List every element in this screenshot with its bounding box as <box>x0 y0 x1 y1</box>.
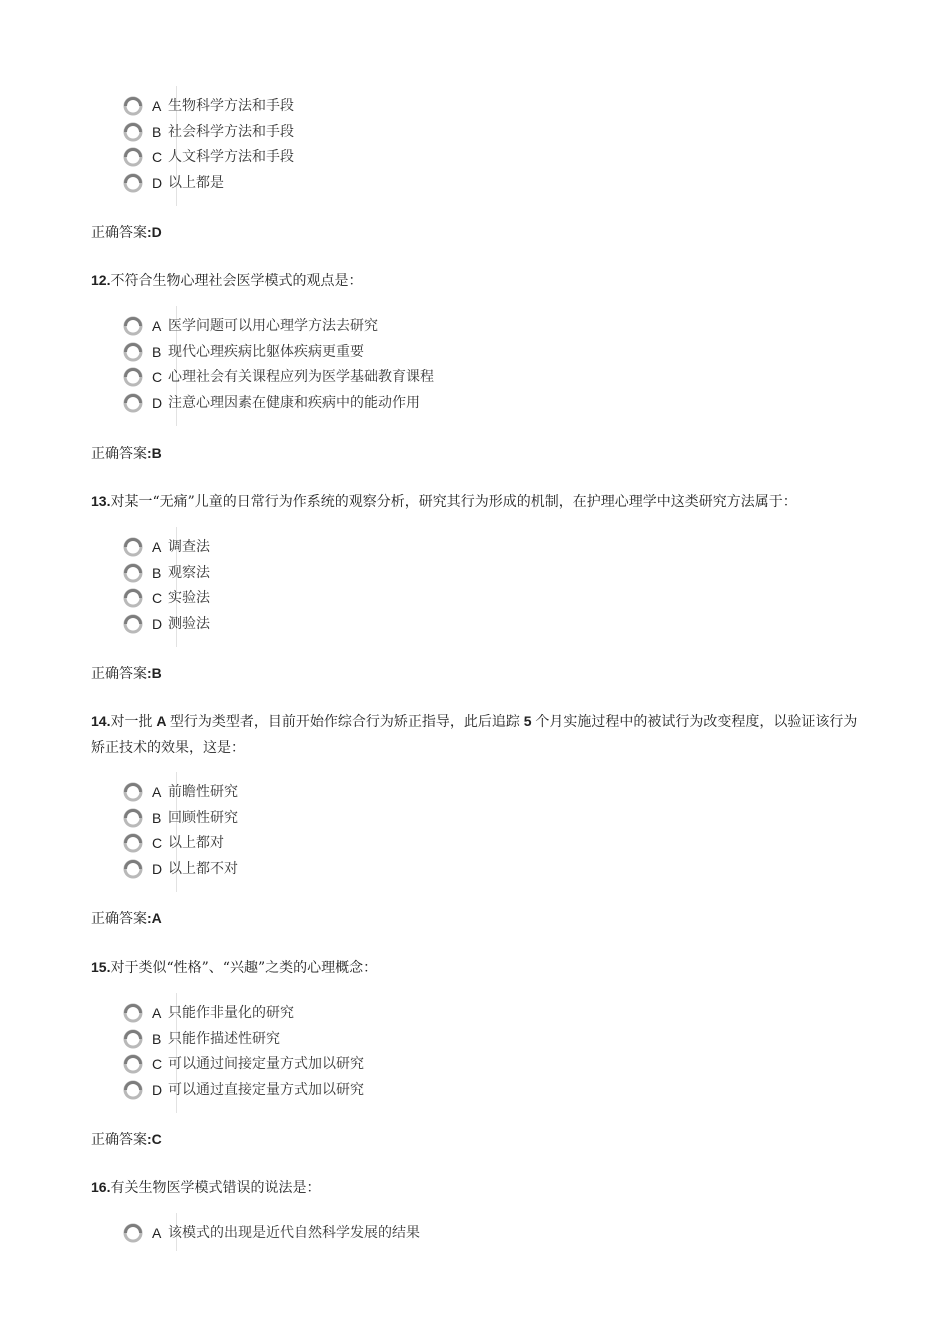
radio-button-icon[interactable] <box>123 147 143 167</box>
question-text: 不符合生物心理社会医学模式的观点是： <box>110 273 363 289</box>
option-letter: B <box>152 565 162 579</box>
radio-button-icon[interactable] <box>123 122 143 142</box>
option-text: 心理社会有关课程应列为医学基础教育课程 <box>168 369 434 385</box>
option-letter: A <box>152 785 162 798</box>
option-text: 调查法 <box>168 539 210 555</box>
option-text: 只能作描述性研究 <box>168 1030 280 1047</box>
option-letter: C <box>152 836 163 849</box>
option-letter: C <box>152 1057 163 1070</box>
option-text: 测验法 <box>168 615 210 632</box>
option-letter: D <box>152 616 163 632</box>
option-text: 可以通过直接定量方式加以研究 <box>168 1081 364 1098</box>
correct-answer <box>91 224 162 242</box>
radio-button-icon[interactable] <box>123 833 143 853</box>
question-text: 有关生物医学模式错误的说法是： <box>110 1180 321 1196</box>
question-14 <box>91 708 866 761</box>
answer-value: :B <box>147 445 162 461</box>
answer-label: 正确答案 <box>91 666 147 682</box>
question-number: 14. <box>91 713 111 729</box>
question-text-part: 型行为类型者，目前开始作综合行为矫正指导，此后追踪 <box>169 714 520 730</box>
answer-label: 正确答案 <box>91 225 147 241</box>
option-letter: A <box>152 540 162 553</box>
option-letter: C <box>152 150 163 163</box>
option-letter: A <box>152 99 162 112</box>
option-text: 人文科学方法和手段 <box>168 149 294 165</box>
option-text: 社会科学方法和手段 <box>168 123 294 140</box>
radio-button-icon[interactable] <box>123 367 143 387</box>
question-number: 15. <box>91 959 111 975</box>
option-letter: A <box>152 319 162 332</box>
radio-button-icon[interactable] <box>123 342 143 362</box>
radio-button-icon[interactable] <box>123 1054 143 1074</box>
answer-label: 正确答案 <box>91 911 147 927</box>
radio-button-icon[interactable] <box>123 1003 143 1023</box>
radio-button-icon[interactable] <box>123 1029 143 1049</box>
option-text: 该模式的出现是近代自然科学发展的结果 <box>168 1225 420 1241</box>
radio-button-icon[interactable] <box>123 859 143 879</box>
radio-button-icon[interactable] <box>123 588 143 608</box>
option-letter: D <box>152 395 163 411</box>
option-text: 以上都对 <box>168 835 224 851</box>
question-12 <box>91 267 866 294</box>
radio-button-icon[interactable] <box>123 316 143 336</box>
option-text: 现代心理疾病比躯体疾病更重要 <box>168 343 364 360</box>
correct-answer <box>91 445 162 463</box>
question-13 <box>91 488 866 515</box>
option-text: 注意心理因素在健康和疾病中的能动作用 <box>168 394 420 411</box>
option-letter: B <box>152 344 162 358</box>
option-text: 以上都不对 <box>168 860 238 877</box>
answer-value: :A <box>147 910 162 926</box>
question-number: 12. <box>91 272 111 288</box>
option-letter: D <box>152 861 163 877</box>
radio-button-icon[interactable] <box>123 96 143 116</box>
option-text: 只能作非量化的研究 <box>168 1005 294 1021</box>
radio-button-icon[interactable] <box>123 563 143 583</box>
radio-button-icon[interactable] <box>123 614 143 634</box>
radio-button-icon[interactable] <box>123 173 143 193</box>
answer-value: :B <box>147 665 162 681</box>
question-15 <box>91 954 866 981</box>
answer-label: 正确答案 <box>91 446 147 462</box>
correct-answer <box>91 910 162 928</box>
option-letter: C <box>152 591 163 604</box>
correct-answer <box>91 665 162 683</box>
radio-button-icon[interactable] <box>123 537 143 557</box>
option-text: 以上都是 <box>168 174 224 191</box>
option-text: 前瞻性研究 <box>168 784 238 800</box>
option-letter: B <box>152 124 162 138</box>
question-text: 对于类似“性格”、“兴趣”之类的心理概念： <box>110 960 378 976</box>
question-16 <box>91 1174 866 1201</box>
radio-button-icon[interactable] <box>123 1223 143 1243</box>
option-text: 回顾性研究 <box>168 809 238 826</box>
question-number: 13. <box>91 493 111 509</box>
question-text-part: 个月实施过程中的被试行为改变程度，以验证该行为矫正技术的效果，这是： <box>91 714 858 756</box>
option-text: 生物科学方法和手段 <box>168 98 294 114</box>
option-letter: D <box>152 1082 163 1098</box>
radio-button-icon[interactable] <box>123 782 143 802</box>
question-text-part: 对一批 <box>110 714 153 730</box>
option-text: 实验法 <box>168 590 210 606</box>
radio-button-icon[interactable] <box>123 393 143 413</box>
option-text: 观察法 <box>168 564 210 581</box>
option-letter: B <box>152 810 162 824</box>
option-letter: D <box>152 175 163 191</box>
question-text-bold: A <box>152 713 170 729</box>
radio-button-icon[interactable] <box>123 808 143 828</box>
option-text: 可以通过间接定量方式加以研究 <box>168 1056 364 1072</box>
option-letter: A <box>152 1006 162 1019</box>
option-text: 医学问题可以用心理学方法去研究 <box>168 318 378 334</box>
radio-button-icon[interactable] <box>123 1080 143 1100</box>
answer-value: :C <box>147 1131 162 1147</box>
option-letter: A <box>152 1226 162 1241</box>
answer-label: 正确答案 <box>91 1132 147 1148</box>
question-text-bold: 5 <box>519 713 536 729</box>
answer-value: :D <box>147 224 162 240</box>
option-letter: B <box>152 1031 162 1045</box>
correct-answer <box>91 1131 162 1149</box>
option-letter: C <box>152 370 163 383</box>
question-number: 16. <box>91 1179 111 1195</box>
question-text: 对某一“无痛”儿童的日常行为作系统的观察分析，研究其行为形成的机制，在护理心理学中这类研究方法属于： <box>110 494 797 510</box>
